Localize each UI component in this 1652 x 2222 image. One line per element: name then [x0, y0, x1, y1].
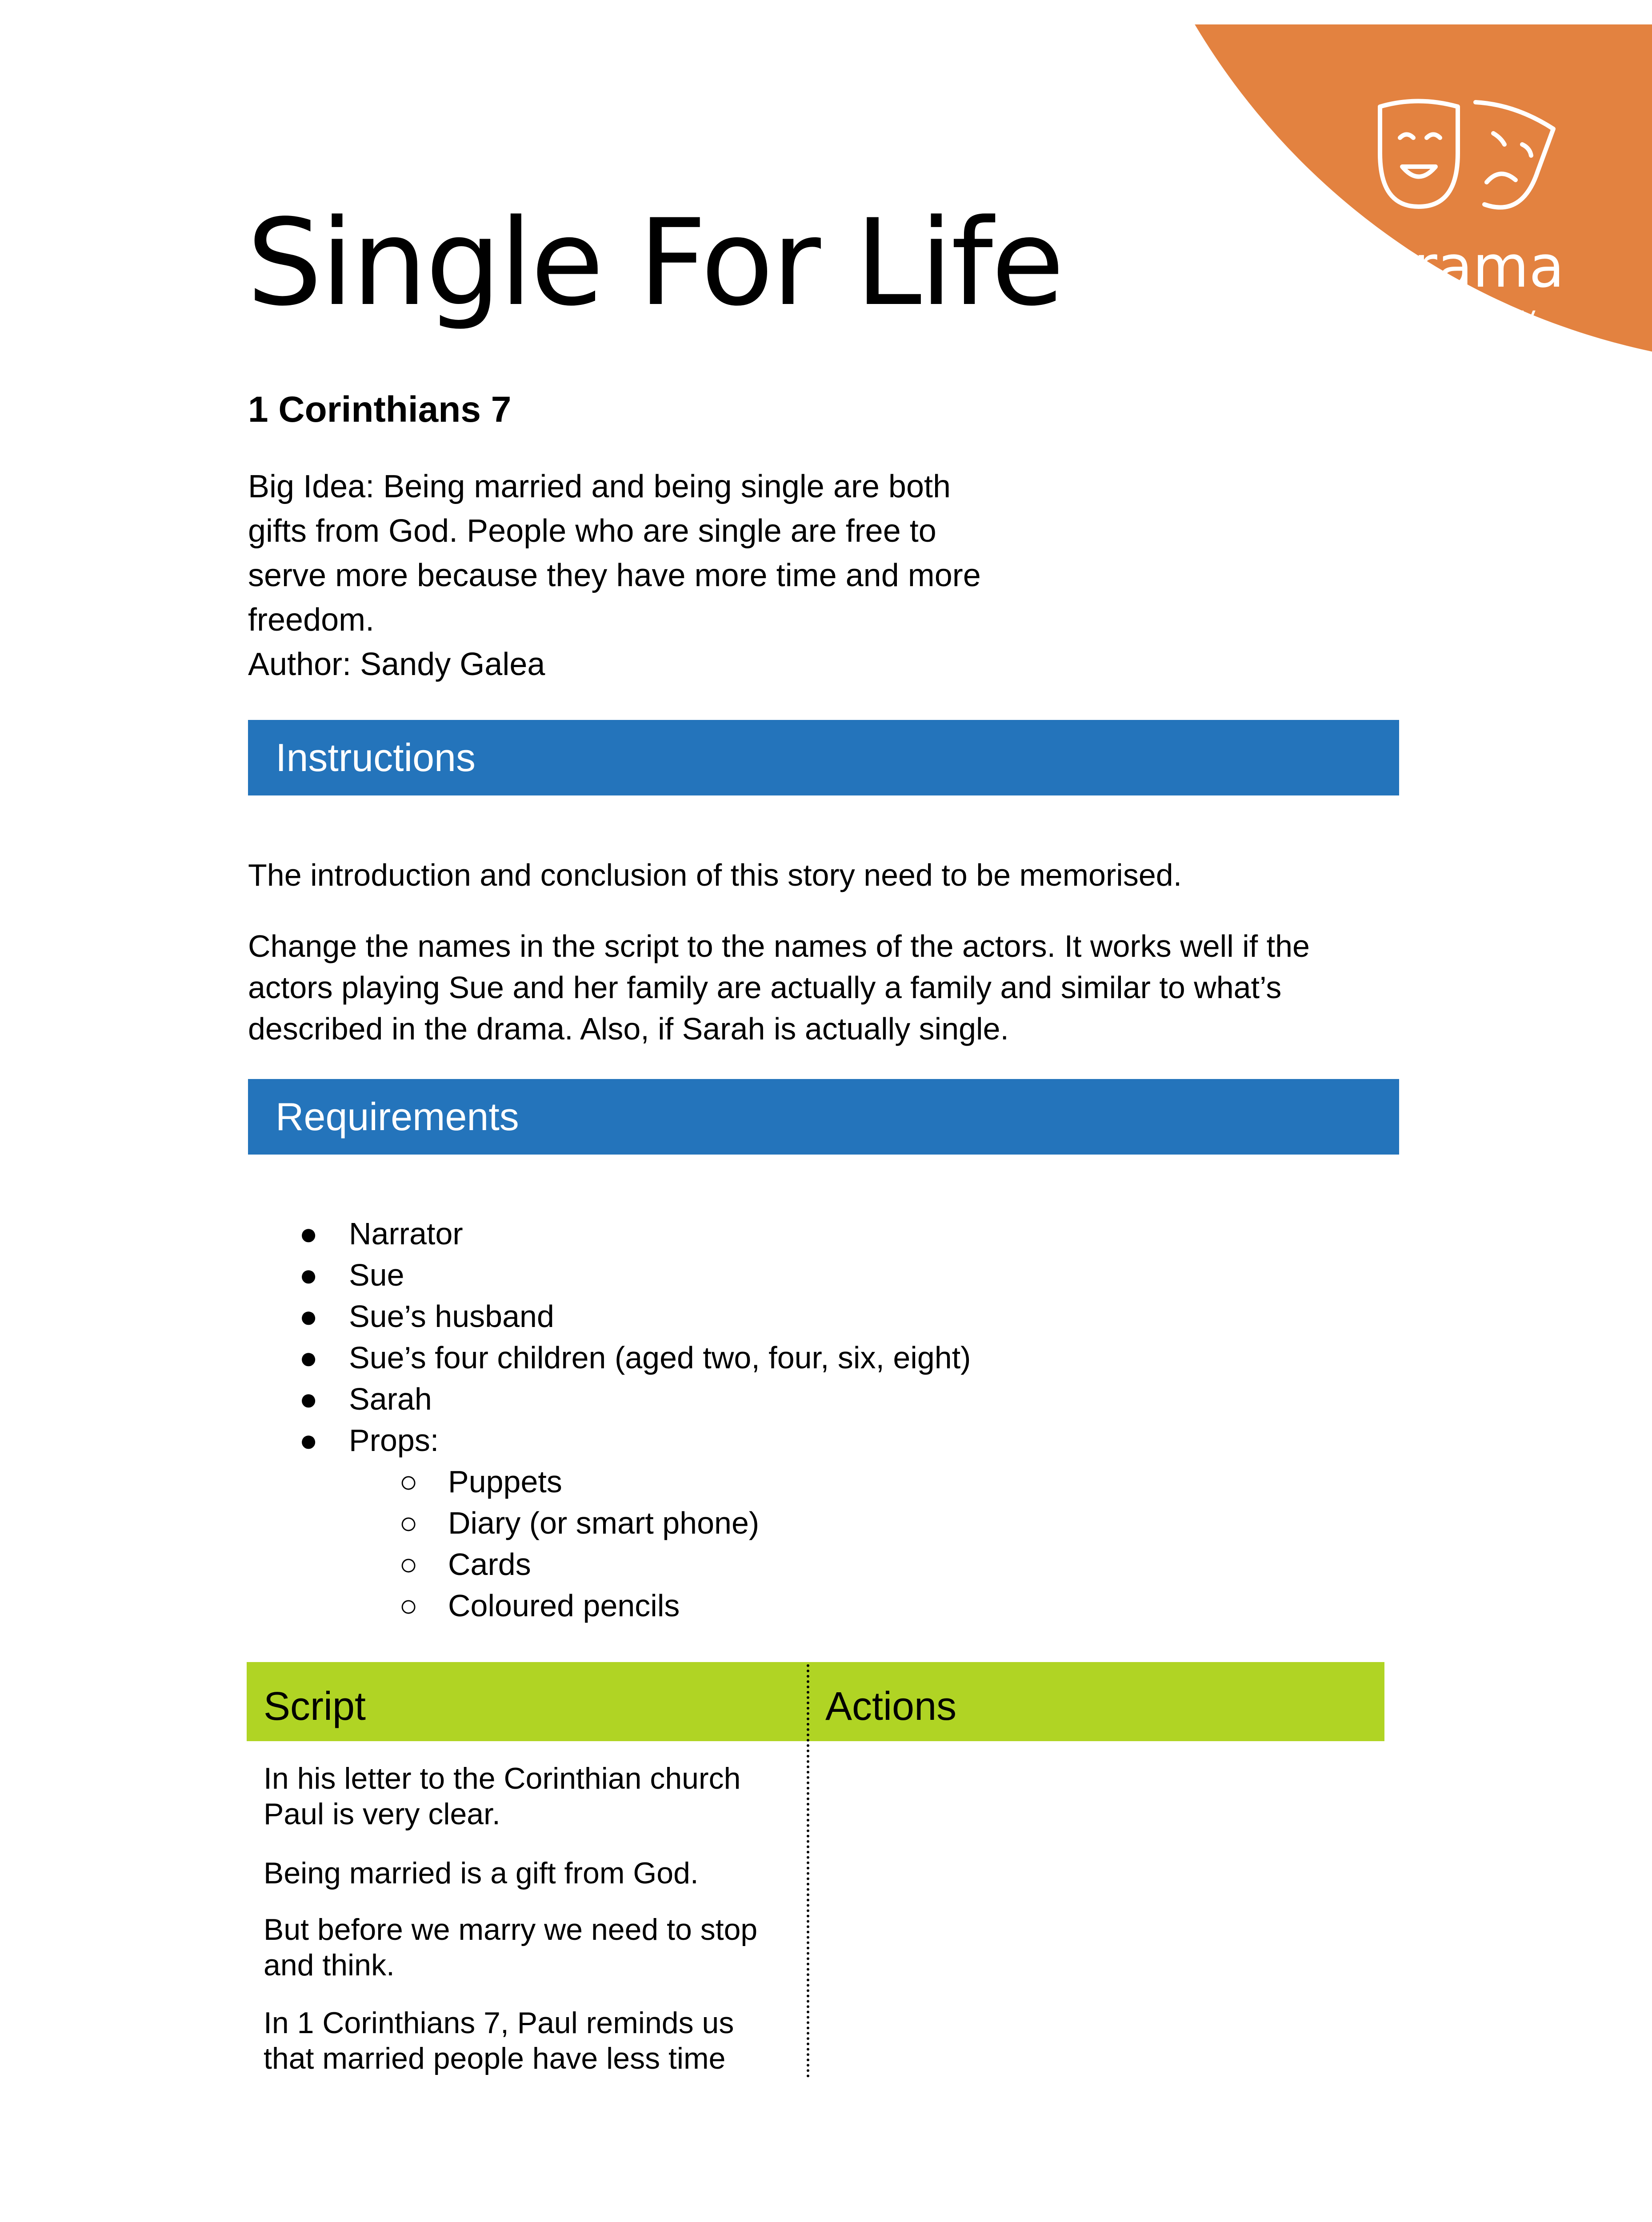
circle-bullet-icon: ○: [399, 1588, 418, 1623]
requirements-list: [248, 1213, 971, 1627]
bullet-icon: ●: [299, 1258, 318, 1292]
instructions-heading-bar: [248, 720, 1399, 795]
instructions-paragraph: [248, 926, 1404, 1050]
paragraph-line: actors playing Sue and her family are actually a family and similar to what’s: [248, 970, 1282, 1005]
paragraph-line: described in the drama. Also, if Sarah is actually single.: [248, 1011, 1009, 1046]
list-item: ● Sarah: [248, 1379, 971, 1420]
circle-bullet-icon: ○: [399, 1547, 418, 1582]
requirements-heading-bar: [248, 1079, 1399, 1155]
big-idea-block: [248, 464, 1092, 687]
page-title: Single For Life: [247, 194, 1063, 332]
script-paragraph: But before we marry we need to stop and think.: [264, 1913, 758, 1982]
list-item: ● Sue: [248, 1255, 971, 1296]
list-item: ● Sue’s husband: [248, 1296, 971, 1337]
paragraph-line: Change the names in the script to the names of the actors. It works well if the: [248, 929, 1310, 963]
bullet-icon: ●: [299, 1423, 318, 1458]
big-idea-line: serve more because they have more time and more: [248, 558, 981, 593]
script-column-header: Script: [264, 1684, 366, 1729]
theatre-masks-icon: [1369, 96, 1564, 229]
circle-bullet-icon: ○: [399, 1506, 418, 1540]
script-paragraph: Being married is a gift from God.: [264, 1856, 699, 1890]
column-divider: [807, 1664, 809, 2078]
sub-list-item: ○ Diary (or smart phone): [248, 1503, 971, 1544]
instructions-heading: Instructions: [276, 735, 476, 779]
big-idea-line: freedom.: [248, 602, 375, 638]
actions-column-header: Actions: [825, 1684, 957, 1729]
bullet-icon: ●: [299, 1340, 318, 1375]
big-idea-line: Big Idea: Being married and being single are both: [248, 469, 951, 504]
requirements-heading: Requirements: [276, 1095, 519, 1139]
bullet-icon: ●: [299, 1299, 318, 1334]
drama-brand-badge: [1329, 96, 1604, 332]
list-item: ● Props:: [248, 1420, 971, 1461]
big-idea-line: gifts from God. People who are single are free to: [248, 513, 936, 549]
sub-list-item: ○ Cards: [248, 1544, 971, 1585]
sub-list-item: ○ Coloured pencils: [248, 1585, 971, 1627]
bullet-icon: ●: [299, 1382, 318, 1416]
instructions-paragraph: The introduction and conclusion of this story need to be memorised.: [248, 858, 1182, 892]
script-paragraph: In his letter to the Corinthian church Paul is very clear.: [264, 1762, 741, 1831]
brand-subtitle: Kids Story: [1397, 300, 1536, 332]
circle-bullet-icon: ○: [399, 1464, 418, 1499]
script-table-header: [247, 1662, 1384, 1741]
author-line: Author: Sandy Galea: [248, 647, 545, 682]
brand-title: Drama: [1369, 233, 1564, 300]
script-paragraph: In 1 Corinthians 7, Paul reminds us that married people have less time: [264, 2006, 734, 2075]
sub-list-item: ○ Puppets: [248, 1461, 971, 1503]
list-item: ● Sue’s four children (aged two, four, six, eight): [248, 1337, 971, 1379]
list-item: ● Narrator: [248, 1213, 971, 1255]
scripture-reference: 1 Corinthians 7: [248, 389, 512, 430]
bullet-icon: ●: [299, 1216, 318, 1251]
